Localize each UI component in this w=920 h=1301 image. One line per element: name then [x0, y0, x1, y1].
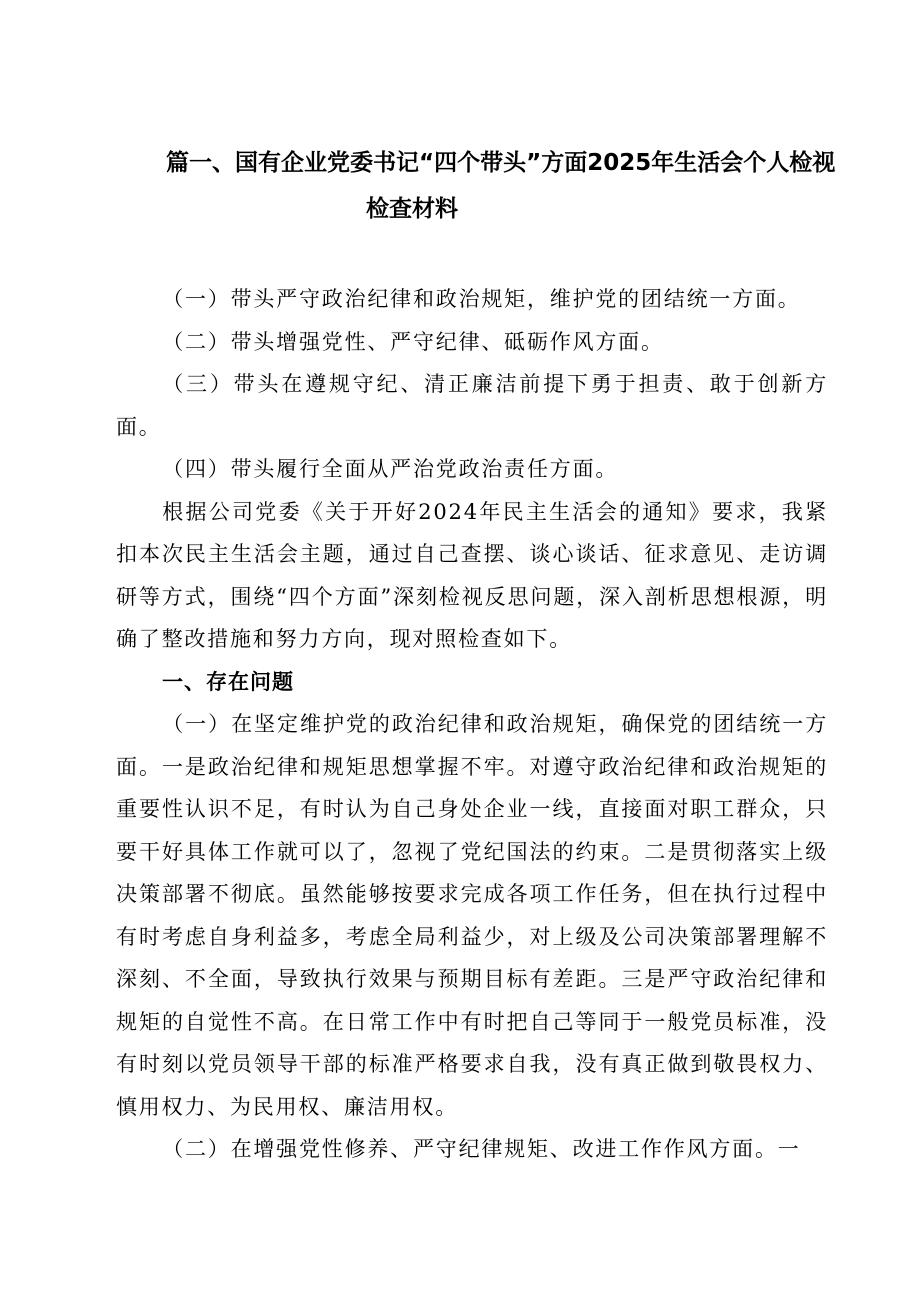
document-title — [166, 140, 856, 232]
title-line-1: 篇一、国有企业党委书记“四个带头”方面2025年生活会个人检视 — [166, 150, 836, 176]
intro-paragraph: 根据公司党委《关于开好2024年民主生活会的通知》要求，我紧扣本次民主生活会主题，通过自己查摆、谈心谈话、征求意见、走访调研等方式，围绕“四个方面”深刻检视反思问题，深入剖析思想根源，明确了整改措施和努力方向，现对照检查如下。 — [116, 499, 828, 651]
title-line-2: 检查材料 — [366, 196, 458, 222]
outline-item-4: （四）带头履行全面从严治党政治责任方面。 — [162, 457, 619, 481]
outline-item-3: （三）带头在遵规守纪、清正廉洁前提下勇于担责、敢于创新方面。 — [116, 372, 828, 439]
section-paragraph-1: （一）在坚定维护党的政治纪律和政治规矩，确保党的团结统一方面。一是政治纪律和规矩思想掌握不牢。对遵守政治纪律和政治规矩的重要性认识不足，有时认为自己身处企业一线，直接面对职工群众，只要干好具体工作就可以了，忽视了党纪国法的约束。二是贯彻落实上级决策部署不彻底。虽然能够按要求完成各项工作任务，但在执行过程中有时考虑自身利益多，考虑全局利益少，对上级及公司决策部署理解不深刻、不全面，导致执行效果与预期目标有差距。三是严守政治纪律和规矩的自觉性不高。在日常工作中有时把自己等同于一般党员标准，没有时刻以党员领导干部的标准严格要求自我，没有真正做到敬畏权力、慎用权力、为民用权、廉洁用权。 — [116, 712, 828, 1119]
section-paragraph-2: （二）在增强党性修养、严守纪律规矩、改进工作作风方面。一 — [162, 1137, 801, 1161]
outline-item-2: （二）带头增强党性、严守纪律、砥砺作风方面。 — [162, 329, 664, 354]
outline-item-1: （一）带头严守政治纪律和政治规矩，维护党的团结统一方面。 — [162, 287, 801, 311]
document-body — [116, 278, 828, 1171]
section-heading: 一、存在问题 — [162, 669, 294, 694]
